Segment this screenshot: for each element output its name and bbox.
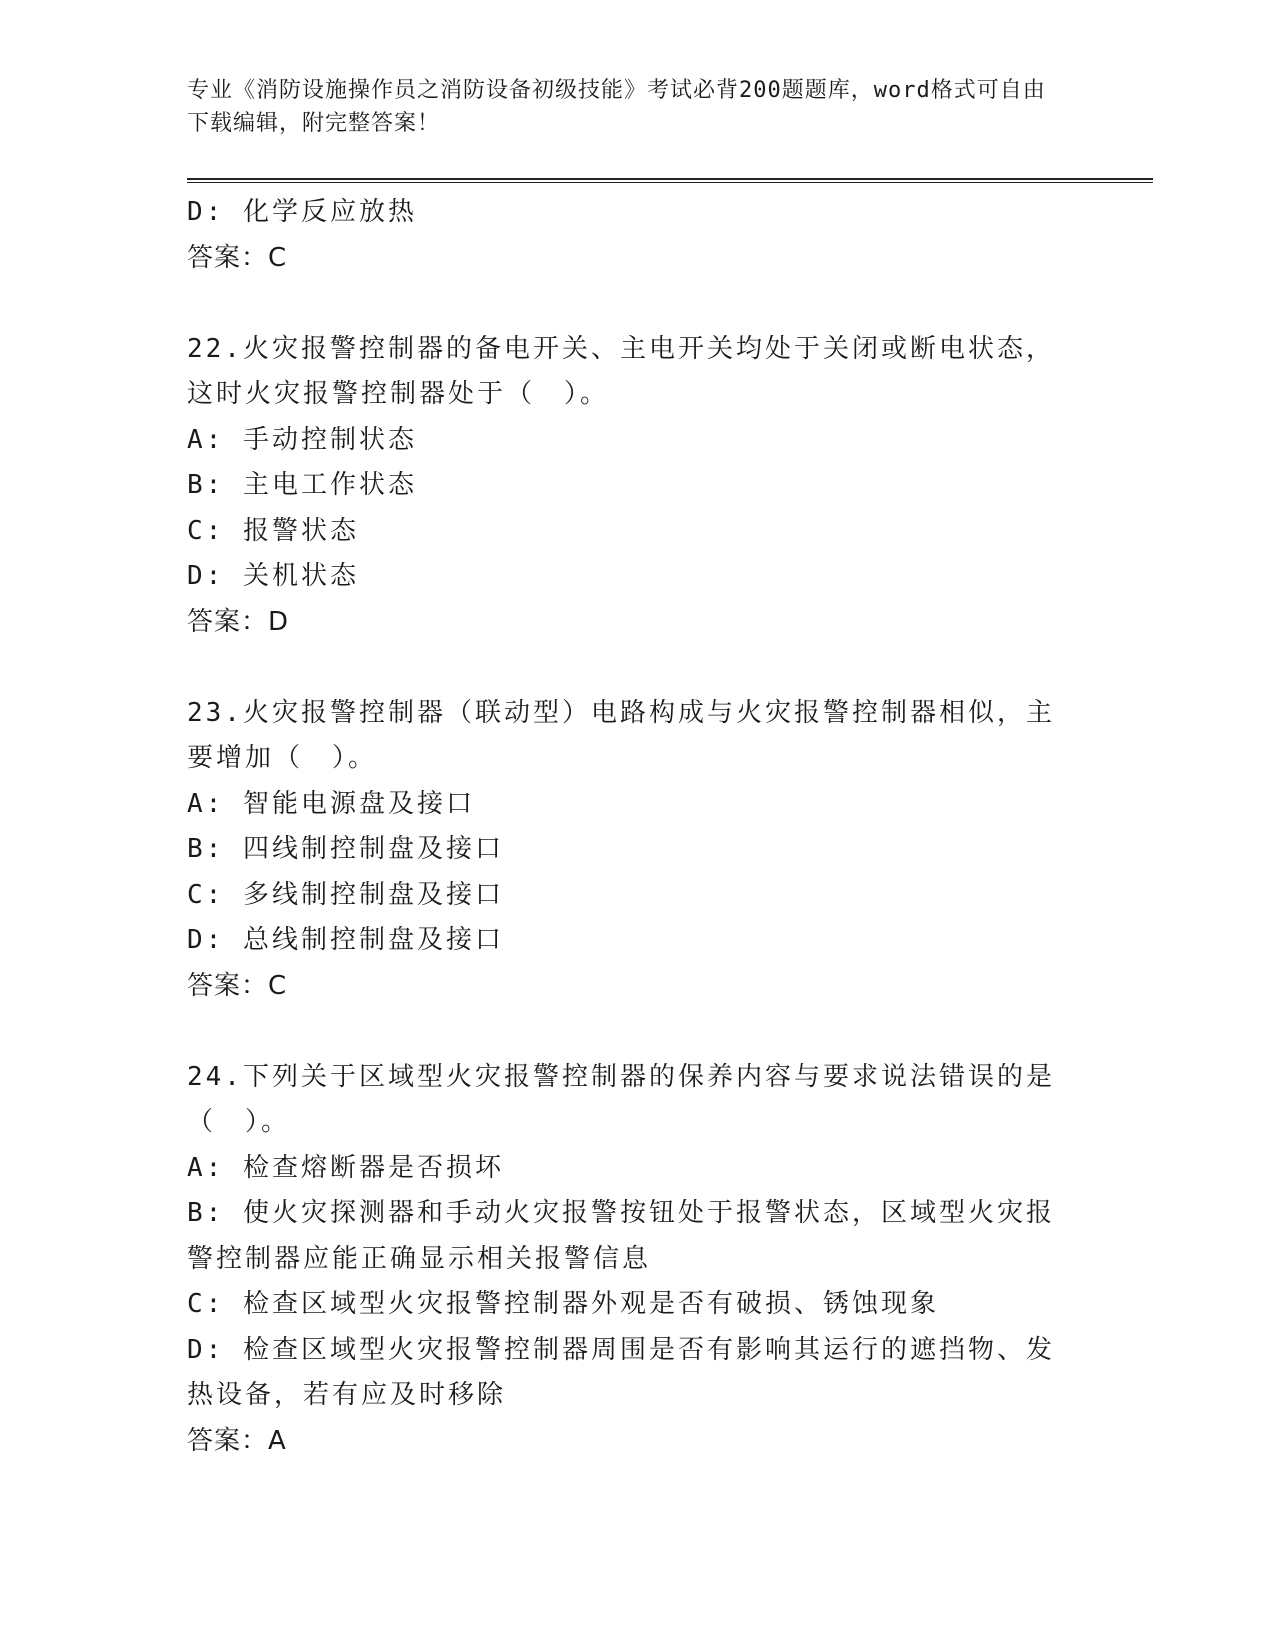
spacer: [187, 645, 1077, 691]
option-b: B: 四线制控制盘及接口: [187, 834, 504, 864]
option-c: C: 报警状态: [187, 515, 359, 546]
question-block-24: [187, 1055, 1077, 1465]
answer-line: 答案：C: [187, 970, 288, 1001]
option-a: A: 智能电源盘及接口: [187, 788, 475, 819]
option-b: B: 使火灾探测器和手动火灾报警按钮处于报警状态，区域型火灾报警控制器应能正确显示相关报警信息: [187, 1198, 1055, 1274]
question-stem: 22.火灾报警控制器的备电开关、主电开关均处于关闭或断电状态，这时火灾报警控制器处于（ ）。: [187, 333, 1055, 409]
option-a: A: 检查熔断器是否损坏: [187, 1152, 504, 1183]
spacer: [187, 1009, 1077, 1055]
option-d: D: 总线制控制盘及接口: [187, 925, 504, 955]
document-body: [187, 190, 1077, 1464]
answer-line: 答案：C: [187, 242, 288, 273]
header-text: 专业《消防设施操作员之消防设备初级技能》考试必背200题题库，word格式可自由下载编辑，附完整答案！: [187, 78, 1046, 136]
header-divider: [187, 178, 1153, 183]
spacer: [187, 281, 1077, 327]
page-header: [187, 74, 1067, 140]
answer-line: 答案：D: [187, 606, 290, 637]
question-block-23: [187, 691, 1077, 1010]
question-block-22: [187, 327, 1077, 646]
option-c: C: 检查区域型火灾报警控制器外观是否有破损、锈蚀现象: [187, 1289, 939, 1319]
option-d: D: 关机状态: [187, 561, 359, 591]
option-a: A: 手动控制状态: [187, 424, 417, 455]
option-d: D: 检查区域型火灾报警控制器周围是否有影响其运行的遮挡物、发热设备，若有应及时移除: [187, 1334, 1055, 1410]
answer-line: 答案：A: [187, 1425, 287, 1456]
question-stem: 24.下列关于区域型火灾报警控制器的保养内容与要求说法错误的是（ ）。: [187, 1061, 1055, 1137]
option-d: D: 化学反应放热: [187, 197, 417, 227]
option-c: C: 多线制控制盘及接口: [187, 879, 504, 910]
question-stem: 23.火灾报警控制器（联动型）电路构成与火灾报警控制器相似，主要增加（ ）。: [187, 697, 1055, 773]
option-b: B: 主电工作状态: [187, 470, 417, 500]
